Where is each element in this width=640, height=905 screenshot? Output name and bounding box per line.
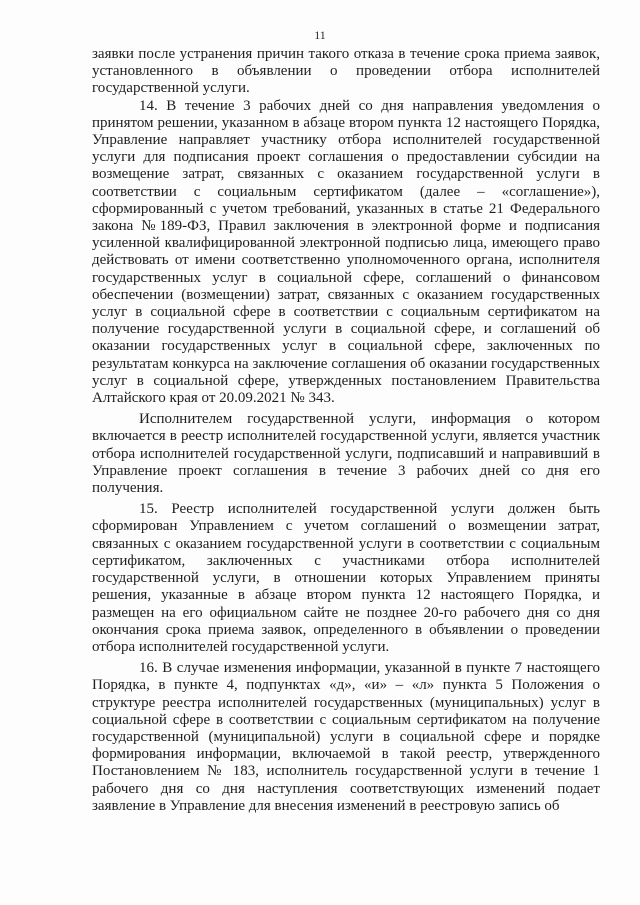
paragraph-16: 16. В случае изменения информации, указанной в пункте 7 настоящего Порядка, в пункте 4, подпунктах «д», «и» – «л» пункта 5 Положения о структуре реестра исполнителей государственных (муниципальных) услуг в социальной сфере в соответствии с социальным сертификатом на получение государственной (муниципальной) услуги в социальной сфере и порядке формирования информации, включаемой в такой реестр, утвержденного Постановлением № 183, исполнитель государственной услуги в течение 1 рабочего дня со дня наступления соответствующих изменений подает заявление в Управление для внесения изменений в реестровую запись об xyxy=(92,660,600,814)
paragraph-14: 14. В течение 3 рабочих дней со дня направления уведомления о принятом решении, указанном в абзаце втором пункта 12 настоящего Порядка, Управление направляет участнику отбора исполнителей государственной услуги для подписания проект соглашения о предоставлении субсидии на возмещение затрат, связанных с оказанием государственной услуги в соответствии с социальным сертификатом (далее – «соглашение»), сформированный с учетом требований, указанных в статье 21 Федерального закона №189-ФЗ, Правил заключения в электронной форме и подписания усиленной квалифицированной электронной подписью лица, имеющего право действовать от имени соответственно уполномоченного органа, исполнителя государственных услуг в социальной сфере, соглашений о финансовом обеспечении (возмещении) затрат, связанных с оказанием государственных услуг в социальной сфере в соответствии с социальным сертификатом на получение государственной услуги в социальной сфере, и соглашений об оказании государственных услуг в социальной сфере, заключенных по результатам конкурса на заключение соглашения об оказании государственных услуг в социальной сфере, утвержденных постановлением Правительства Алтайского края от 20.09.2021 № 343. xyxy=(92,97,600,407)
paragraph-14-executor: Исполнителем государственной услуги, информация о котором включается в реестр исполнителей государственной услуги, является участник отбора исполнителей государственной услуги, подписавший и направивший в Управление проект соглашения в течение 3 рабочих дней со дня его получения. xyxy=(92,411,600,497)
page-number: 11 xyxy=(314,28,326,42)
document-body xyxy=(92,46,600,815)
paragraph-15: 15. Реестр исполнителей государственной услуги должен быть сформирован Управлением с учетом соглашений о возмещении затрат, связанных с оказанием государственной услуги в соответствии с социальным сертификатом, заключенных с участниками отбора исполнителей государственной услуги, в отношении которых Управлением приняты решения, указанные в абзаце втором пункта 12 настоящего Порядка, и размещен на его официальном сайте не позднее 20-го рабочего дня со дня окончания срока приема заявок, определенного в объявлении о проведении отбора исполнителей государственной услуги. xyxy=(92,501,600,655)
paragraph-continuation: заявки после устранения причин такого отказа в течение срока приема заявок, установленного в объявлении о проведении отбора исполнителей государственной услуги. xyxy=(92,46,600,97)
